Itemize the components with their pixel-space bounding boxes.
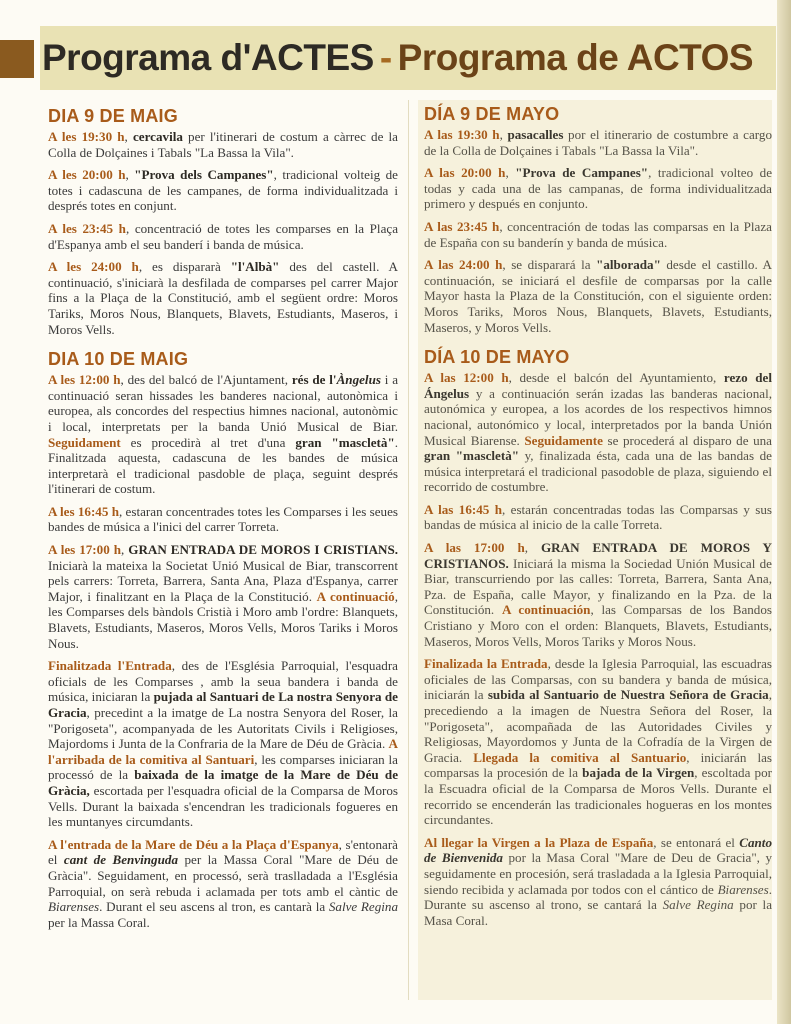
text: , iniciarán las comparsas la procesión de la [424, 749, 772, 781]
text: , des del balcó de l'Ajuntament, [120, 372, 292, 388]
text: , les Comparses dels bàndols Cristià i Moro amb l'ordre: Blanquets, Blavets, Estudiants, Maseros, Moros Vells, Moros Tariks i Moros Nous. [48, 588, 398, 651]
event-name: subida al Santuario de Nuestra Señora de Gracia [487, 687, 769, 703]
highlight: Al llegar la Virgen a la Plaza de España [424, 834, 654, 850]
event-name: rezo del Ángelus [424, 370, 772, 401]
text: i a continuació seran hissades les banderes nacional, autonòmica i europea, als concordes del respectius himnes nacional, autonòmic i local, interpretats per la banda Unió Musical de Biar. [48, 372, 398, 434]
event-name: GRAN ENTRADA DE MOROS Y CRISTIANOS. [424, 540, 772, 571]
title-catalan: Programa d'ACTES [42, 37, 374, 78]
paragraph [48, 658, 398, 830]
text: , desde la Iglesia Parroquial, las escuadras oficiales de las Comparsas, con su bandera y banda de música, iniciarán la [424, 656, 772, 703]
paragraph [48, 221, 398, 252]
paragraph [424, 257, 772, 335]
text: , precedint a la imatge de La nostra Senyora del Roser, la "Porigoseta", acompanyada de les Autoritats Civils i Religioses, Majordoms i Junta de la Confraria de la Mare de Déu de Gràcia. [48, 705, 398, 752]
event-name: gran "mascletà" [295, 434, 395, 450]
text: . Finalitzada aquesta, cadascuna de les bandes de música interpretarà el tradicional pasdoble de plaça, seguint després l'itinerari de costum. [48, 434, 398, 497]
text: , des de l'Església Parroquial, l'esquadra oficials de les Comparses , amb la seua bandera i banda de música, iniciaran la [48, 658, 398, 705]
event-name: Canto de Bienvenida [424, 834, 772, 866]
highlight: Llegada la comitiva al Santuario [473, 749, 687, 765]
paragraph [424, 502, 772, 533]
text: por la Masa Coral. [424, 897, 772, 928]
time-label: A las 16:45 h [424, 501, 502, 517]
highlight: A continuació [316, 588, 395, 604]
highlight: Finalitzada l'Entrada [48, 658, 172, 674]
highlight: Seguidamente [524, 432, 603, 448]
text: , estarán concentradas todas las Comparsas y sus bandas de música al inicio de la calle Torreta. [424, 501, 772, 533]
italic-text: Biarenses [48, 899, 100, 915]
event-name: "Prova de Campanes" [515, 165, 649, 181]
text: , estaran concentrades totes les Comparses i les seues bandes de música a l'inici del carrer Torreta. [48, 503, 398, 535]
text: , les comparses iniciaran la processó de la [48, 751, 398, 783]
event-name: GRAN ENTRADA DE MOROS I CRISTIANS. [128, 542, 398, 558]
paragraph [48, 504, 398, 535]
time-label: A les 19:30 h [48, 129, 125, 144]
time-label: A les 12:00 h [48, 372, 121, 388]
time-label: A las 20:00 h [424, 165, 506, 181]
event-name: bajada de la Virgen [582, 765, 695, 781]
day-title: DIA 10 DE MAIG [48, 349, 189, 370]
page-edge [777, 0, 791, 1024]
column-catalan [48, 100, 398, 1000]
text: , las Comparsas de los Bandos Cristiano y Moro con el orden: Blanquets, Blavets, Estudiants, Maseros, Moros Vells, Moros Tariks y Moros Nous. [424, 602, 772, 649]
event-name: pujada al Santuari de La nostra Senyora de Gracia [48, 689, 398, 720]
time-label: A las 12:00 h [424, 370, 509, 386]
time-label: A les 24:00 h [48, 259, 139, 275]
paragraph [424, 219, 772, 250]
text: , [505, 165, 516, 181]
text: y, finalizada ésta, cada una de las bandas de música interpretará el tradicional pasodoble de plaza, siguiendo el recorrido de costumbre. [424, 448, 772, 495]
paragraph [424, 656, 772, 828]
event-name: "l'Albà" [230, 259, 280, 275]
text: , concentración de todas las comparsas en la Plaza de España con su banderín y banda de música. [424, 218, 772, 250]
event-name: gran "mascletà" [424, 448, 520, 464]
time-label: A les 20:00 h [48, 167, 126, 183]
text: , se disparará la [502, 257, 597, 273]
day-title: DÍA 9 DE MAYO [424, 104, 560, 124]
text: es procedirà al tret d'una [120, 434, 296, 450]
text: , [524, 540, 541, 556]
header-accent-bar [0, 40, 34, 78]
paragraph [424, 835, 772, 929]
highlight: A l'entrada de la Mare de Déu a la Plaça d'Espanya [48, 836, 339, 852]
text: Iniciarà la mateixa la Societat Unió Musical de Biar, transcorrent pels carrers: Torreta, Barrera, Santa Ana, Plaza d'Espanya, carrer Major, i finalitzant en la Plaça de la Constitució. [48, 557, 398, 604]
event-name: cercavila [132, 129, 183, 144]
italic-text: Biarenses [717, 881, 769, 897]
time-label: A las 23:45 h [424, 218, 500, 234]
text: se procederá al disparo de una [602, 432, 772, 448]
time-label: A les 16:45 h [48, 503, 119, 519]
paragraph [48, 259, 398, 337]
text: . Durante su ascenso al trono, se cantará la [424, 881, 772, 913]
text: , se entonará el [653, 834, 740, 850]
highlight: Seguidament [48, 434, 121, 450]
highlight: Finalizada la Entrada [424, 656, 548, 672]
text: , tradicional volteo de todas y cada una de las campanas, de forma individualitzada primero y después en conjunto. [424, 165, 772, 212]
text: des del castell. A continuació, s'iniciarà la desfilada de comparses pel carrer Major fins a la Plaça de la Constitució, amb el següent ordre: Moros Tariks, Moros Nous, Blanquets, Blavets, Estudiants, Maseros, i Moros Vells. [48, 259, 398, 337]
event-name: cant de Benvinguda [63, 852, 178, 868]
text: escortada per l'esquadra oficial de la Comparsa de Moros Vells. Durant la baixada s'encendran les tradicionals fogueres en les muntanyes circumdants. [48, 782, 398, 830]
text: . Durant el seu ascens al tron, es cantarà la [99, 899, 329, 915]
text: , desde el balcón del Ayuntamiento, [508, 370, 724, 386]
text: y a continuación serán izadas las banderas nacional, autonómica y europea, a los acordes de los respectivos himnos nacional, autonómico y local, interpretados por la banda Unión Musical Biarense. [424, 385, 772, 448]
text: , concentració de totes les comparses en la Plaça d'Espanya amb el seu banderí i banda de música. [48, 220, 398, 252]
text: , [124, 129, 133, 144]
title-spanish: Programa de ACTOS [397, 37, 754, 78]
text: , [121, 542, 129, 558]
text: desde el castillo. A continuación, se iniciará el desfile de comparsas por la calle Mayor hasta la Plaza de la Constitución, con el siguiente orden: Moros Tariks, Moros Nous, Blanquets, Blavets, Estudiants, Maseros, y Moros Vells. [424, 257, 772, 335]
text: per la Massa Coral "Mare de Déu de Gràcia". Seguidament, en processó, serà traslladada a l'Església Parroquial, on serà rebuda i aclamada per tots amb el càntic de [48, 852, 398, 899]
event-name: "Prova dels Campanes" [134, 167, 274, 183]
time-label: A las 19:30 h [424, 127, 500, 142]
time-label: A les 23:45 h [48, 220, 126, 236]
text: , s'entonarà el [48, 836, 398, 868]
text: , escoltada por la Escuadra oficial de la Comparsa de Moros Vells. Durante el recorrido se encenderán las tradicionales hogueras en los montes circundantes. [424, 765, 772, 828]
text: , precediendo a la imagen de Nuestra Señora del Roser, la "Porigoseta", acompañada de las Autoridades Civiles y Religiosas, Mayordomos y Junta de la Cofradía de la Virgen de Gracia. [424, 687, 772, 765]
paragraph [48, 372, 398, 497]
text: , [499, 127, 508, 142]
paragraph [48, 129, 398, 160]
text: Iniciará la misma la Sociedad Unión Musical de Biar, transcurriendo por las calles: Torreta, Barrera, Santa Ana, Pza. de España, calle Mayor, y finalizando en la Pza. de la Constitución. [424, 555, 772, 618]
day-title: DIA 9 DE MAIG [48, 106, 178, 126]
event-name: pasacalles [507, 127, 564, 142]
paragraph [424, 370, 772, 495]
paragraph [424, 540, 772, 649]
paragraph [424, 165, 772, 212]
event-name: "alborada" [596, 257, 661, 273]
page-title [42, 26, 782, 90]
day-title: DÍA 10 DE MAYO [424, 347, 570, 368]
time-label: A las 24:00 h [424, 257, 503, 273]
paragraph [424, 127, 772, 158]
event-name: baixada de la imatge de la Mare de Déu de Gràcia, [48, 767, 398, 798]
column-divider [408, 100, 409, 1000]
text: , es dispararà [138, 259, 231, 275]
event-name: rés de l' [291, 372, 337, 388]
paragraph [48, 542, 398, 651]
column-spanish [418, 100, 772, 1000]
italic-text: Salve Regina [662, 897, 734, 913]
text: per la Massa Coral. [48, 914, 150, 930]
text: , [125, 167, 135, 183]
event-name: Àngelus [336, 372, 381, 388]
highlight: A l'arribada de la comitiva al Santuari [48, 736, 398, 767]
text: por la Masa Coral "Mare de Deu de Gracia", y seguidamente en procesión, será trasladada a la Iglesia Parroquial, siendo recibida y aclamada por todos con el cántico de [424, 850, 772, 897]
text: por el itinerario de costumbre a cargo de la Colla de Dolçaines i Tabals "La Bassa la Vila". [424, 127, 772, 158]
text: per l'itinerari de costum a càrrec de la Colla de Dolçaines i Tabals "La Bassa la Vila". [48, 129, 398, 160]
title-separator: - [379, 37, 392, 78]
time-label: A las 17:00 h [424, 540, 525, 556]
italic-text: Salve Regina [328, 899, 398, 915]
text: , tradicional volteig de totes i cadascuna de les campanes, de forma individualitzada i després totes en conjunt. [48, 167, 398, 214]
time-label: A les 17:00 h [48, 542, 122, 558]
highlight: A continuación [501, 602, 591, 618]
paragraph [48, 837, 398, 931]
paragraph [48, 167, 398, 214]
